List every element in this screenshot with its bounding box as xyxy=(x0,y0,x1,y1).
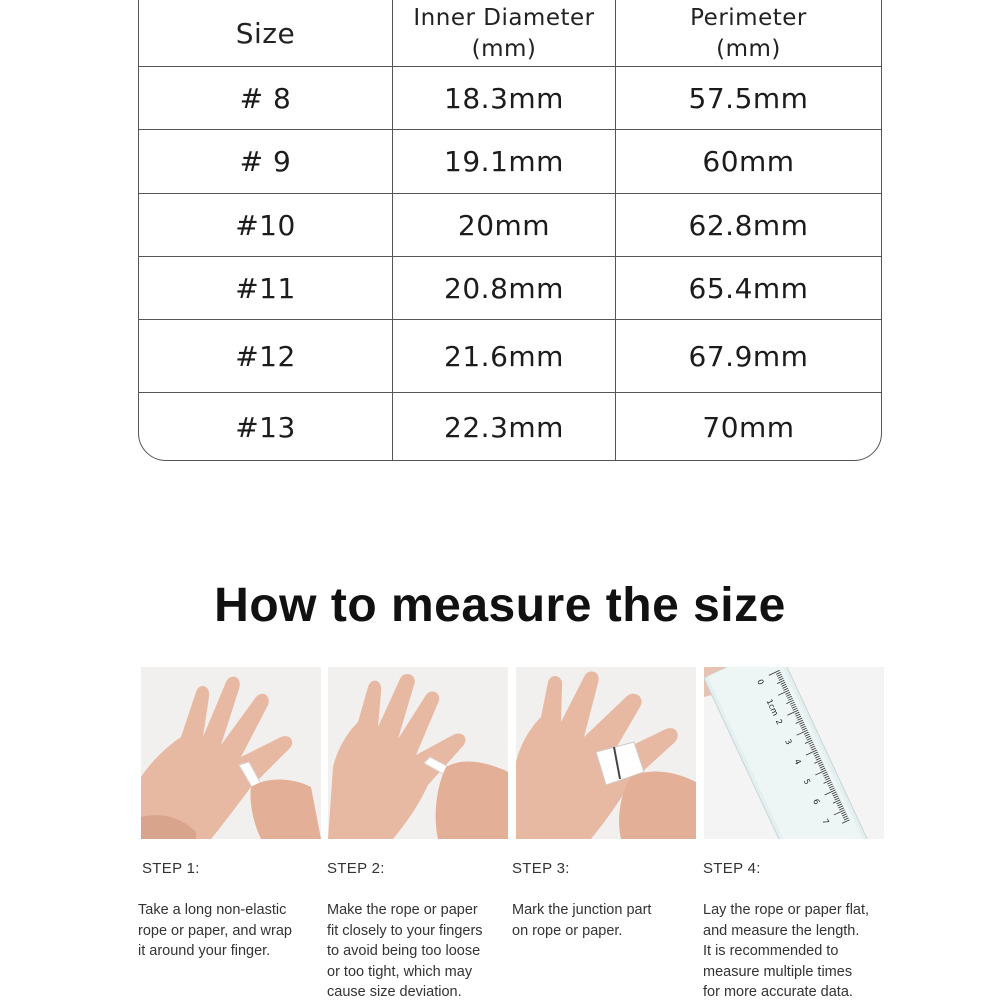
step-2-description xyxy=(327,900,483,1003)
inner-diameter-cell: 19.1mm xyxy=(393,130,616,193)
table-row xyxy=(139,130,881,194)
step-4-description xyxy=(703,900,869,1003)
step-1-description xyxy=(138,900,292,962)
step-1-photo xyxy=(141,667,321,839)
description-line: fit closely to your fingers xyxy=(327,922,483,939)
step-1-label: STEP 1: xyxy=(142,860,200,877)
inner-diameter-cell: 18.3mm xyxy=(393,67,616,129)
ruler-label: 1cm xyxy=(764,697,780,718)
table-row xyxy=(139,320,881,393)
description-line: it around your finger. xyxy=(138,943,271,959)
perimeter-cell: 57.5mm xyxy=(688,81,809,115)
description-line: or too tight, which may xyxy=(327,963,473,980)
step-2-label: STEP 2: xyxy=(327,860,385,877)
description-line: cause size deviation. xyxy=(327,984,462,1000)
description-line: for more accurate data. xyxy=(703,984,853,1000)
ruler-label: 0 xyxy=(755,677,766,687)
step-2-photo xyxy=(328,667,508,839)
size-cell: #10 xyxy=(139,194,393,256)
description-line: Make the rope or paper xyxy=(327,902,478,918)
ruler-label: 5 xyxy=(801,777,813,787)
step-4-photo xyxy=(704,667,884,839)
step-3-photo xyxy=(516,667,696,839)
size-cell: # 8 xyxy=(139,67,393,129)
header-perimeter: Perimeter (mm) xyxy=(690,4,807,62)
perimeter-cell: 70mm xyxy=(702,411,795,444)
size-cell: # 9 xyxy=(139,130,393,193)
perimeter-cell: 60mm xyxy=(702,145,795,178)
perimeter-cell: 62.8mm xyxy=(688,208,809,242)
table-row xyxy=(139,257,881,320)
size-cell: #12 xyxy=(139,320,393,392)
inner-diameter-cell: 20.8mm xyxy=(393,257,616,319)
description-line: It is recommended to xyxy=(703,943,839,959)
ruler-label: 3 xyxy=(783,737,794,747)
description-line: and measure the length. xyxy=(703,922,860,939)
description-line: Mark the junction part xyxy=(512,902,652,918)
inner-diameter-cell: 22.3mm xyxy=(393,393,616,461)
description-line: Take a long non-elastic xyxy=(138,902,287,918)
table-row xyxy=(139,393,881,461)
inner-diameter-cell: 21.6mm xyxy=(393,320,616,392)
inner-diameter-cell: 20mm xyxy=(393,194,616,256)
size-table xyxy=(138,0,882,461)
description-line: to avoid being too loose xyxy=(327,943,481,959)
size-cell: #11 xyxy=(139,257,393,319)
header-inner-diameter: Inner Diameter (mm) xyxy=(393,0,616,66)
ruler-label: 7 xyxy=(820,817,831,826)
size-cell: #13 xyxy=(139,393,393,461)
header-size: Size xyxy=(139,0,393,66)
step-3-label: STEP 3: xyxy=(512,860,570,877)
description-line: rope or paper, and wrap xyxy=(138,922,292,939)
table-row xyxy=(139,67,881,130)
description-line: Lay the rope or paper flat, xyxy=(703,902,870,918)
table-header-row xyxy=(139,0,881,67)
step-3-description xyxy=(512,900,651,941)
perimeter-cell: 67.9mm xyxy=(688,339,809,373)
ruler-label: 2 xyxy=(773,717,785,727)
step-4-label: STEP 4: xyxy=(703,860,761,877)
perimeter-cell: 65.4mm xyxy=(688,271,809,305)
section-heading: How to measure the size xyxy=(214,579,786,632)
table-row xyxy=(139,194,881,257)
ruler-label: 4 xyxy=(792,757,803,767)
description-line: on rope or paper. xyxy=(512,922,623,939)
ruler-label: 6 xyxy=(811,797,822,806)
description-line: measure multiple times xyxy=(703,963,853,980)
